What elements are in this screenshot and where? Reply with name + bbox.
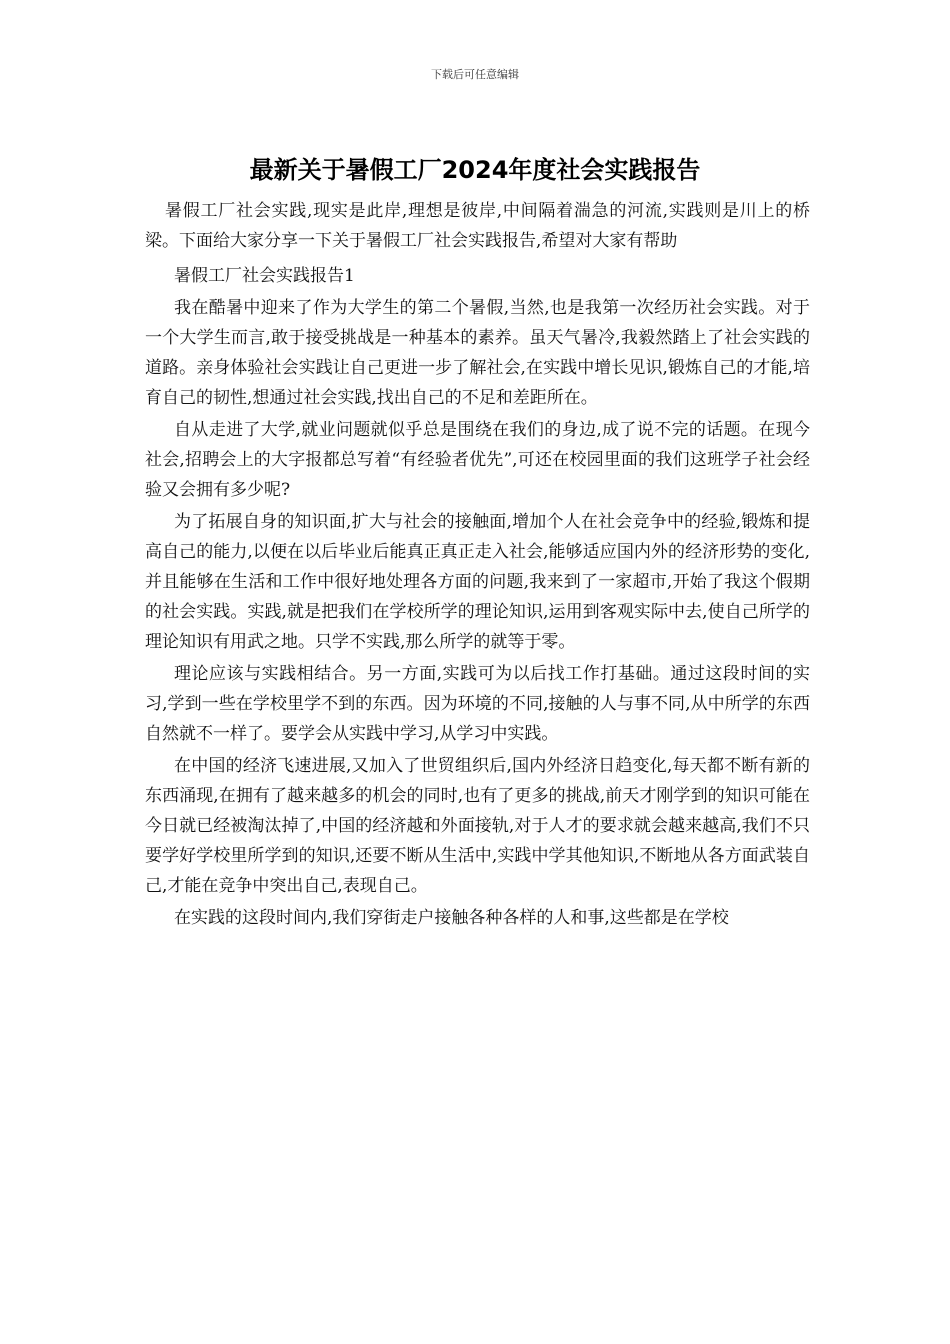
body-paragraph: 我在酷暑中迎来了作为大学生的第二个暑假,当然,也是我第一次经历社会实践。对于一个大学生而言,敢于接受挑战是一种基本的素养。虽天气暑冷,我毅然踏上了社会实践的道路。亲身体验社会实践让自己更进一步了解社会,在实践中增长见识,锻炼自己的才能,培育自己的韧性,想通过社会实践,找出自己的不足和差距所在。 xyxy=(145,298,810,408)
intro-paragraph: 暑假工厂社会实践,现实是此岸,理想是彼岸,中间隔着湍急的河流,实践则是川上的桥梁。下面给大家分享一下关于暑假工厂社会实践报告,希望对大家有帮助 xyxy=(145,201,810,251)
document-title: 最新关于暑假工厂2024年度社会实践报告 xyxy=(249,156,701,184)
body-paragraph: 为了拓展自身的知识面,扩大与社会的接触面,增加个人在社会竞争中的经验,锻炼和提高自己的能力,以便在以后毕业后能真正真正走入社会,能够适应国内外的经济形势的变化,并且能够在生活和工作中很好地处理各方面的问题,我来到了一家超市,开始了我这个假期的社会实践。实践,就是把我们在学校所学的理论知识,运用到客观实际中去,使自己所学的理论知识有用武之地。只学不实践,那么所学的就等于零。 xyxy=(145,512,810,652)
body-paragraph: 自从走进了大学,就业问题就似乎总是围绕在我们的身边,成了说不完的话题。在现今社会,招聘会上的大字报都总写着“有经验者优先”,可还在校园里面的我们这班学子社会经验又会拥有多少呢? xyxy=(145,420,810,500)
section-heading: 暑假工厂社会实践报告1 xyxy=(174,266,355,286)
document-body xyxy=(145,196,810,935)
body-paragraph: 在中国的经济飞速进展,又加入了世贸组织后,国内外经济日趋变化,每天都不断有新的东西涌现,在拥有了越来越多的机会的同时,也有了更多的挑战,前天才刚学到的知识可能在今日就已经被淘汰掉了,中国的经济越和外面接轨,对于人才的要求就会越来越高,我们不只要学好学校里所学到的知识,还要不断从生活中,实践中学其他知识,不断地从各方面武装自己,才能在竞争中突出自己,表现自己。 xyxy=(145,756,810,896)
body-paragraph: 在实践的这段时间内,我们穿街走户接触各种各样的人和事,这些都是在学校 xyxy=(174,908,729,928)
body-paragraph: 理论应该与实践相结合。另一方面,实践可为以后找工作打基础。通过这段时间的实习,学到一些在学校里学不到的东西。因为环境的不同,接触的人与事不同,从中所学的东西自然就不一样了。要学会从实践中学习,从学习中实践。 xyxy=(145,664,810,744)
header-note: 下载后可任意编辑 xyxy=(431,68,519,81)
